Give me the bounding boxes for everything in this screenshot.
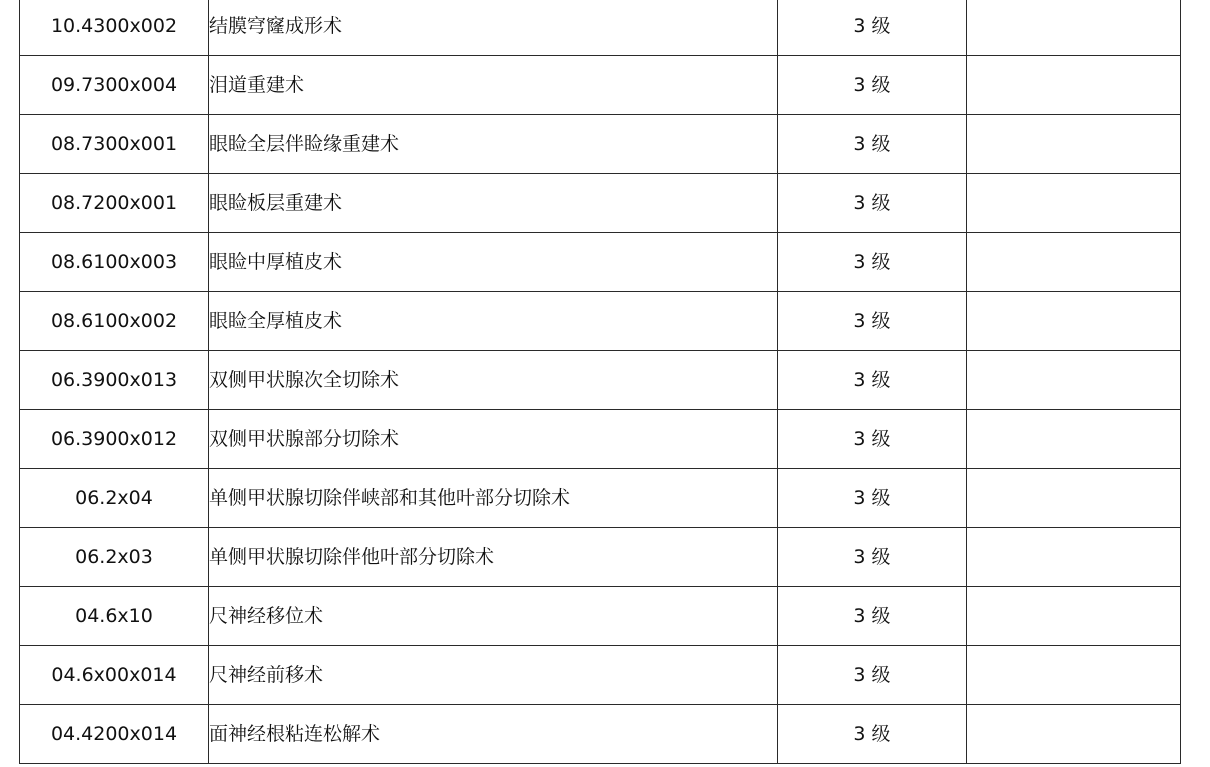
procedure-note <box>967 705 1181 764</box>
procedure-level: 3 级 <box>778 646 967 705</box>
table-row <box>20 351 1181 410</box>
procedure-code: 08.7300x001 <box>20 115 209 174</box>
procedure-note <box>967 410 1181 469</box>
procedure-code: 10.4300x002 <box>20 0 209 56</box>
procedure-code: 06.3900x013 <box>20 351 209 410</box>
procedure-table <box>19 0 1181 764</box>
procedure-note <box>967 646 1181 705</box>
procedure-code: 06.3900x012 <box>20 410 209 469</box>
procedure-name: 眼睑全层伴睑缘重建术 <box>209 115 778 174</box>
procedure-level: 3 级 <box>778 528 967 587</box>
procedure-name: 泪道重建术 <box>209 56 778 115</box>
procedure-name: 双侧甲状腺次全切除术 <box>209 351 778 410</box>
procedure-level: 3 级 <box>778 0 967 56</box>
table-row <box>20 469 1181 528</box>
procedure-level: 3 级 <box>778 410 967 469</box>
procedure-code: 04.4200x014 <box>20 705 209 764</box>
procedure-note <box>967 233 1181 292</box>
procedure-level: 3 级 <box>778 705 967 764</box>
procedure-level: 3 级 <box>778 233 967 292</box>
procedure-note <box>967 174 1181 233</box>
procedure-level: 3 级 <box>778 174 967 233</box>
table-row <box>20 587 1181 646</box>
procedure-note <box>967 351 1181 410</box>
procedure-level: 3 级 <box>778 469 967 528</box>
procedure-level: 3 级 <box>778 292 967 351</box>
procedure-level: 3 级 <box>778 351 967 410</box>
procedure-note <box>967 469 1181 528</box>
procedure-code: 04.6x00x014 <box>20 646 209 705</box>
table-row <box>20 56 1181 115</box>
procedure-name: 尺神经移位术 <box>209 587 778 646</box>
procedure-code: 08.6100x002 <box>20 292 209 351</box>
procedure-name: 结膜穹窿成形术 <box>209 0 778 56</box>
procedure-code: 04.6x10 <box>20 587 209 646</box>
procedure-name: 眼睑中厚植皮术 <box>209 233 778 292</box>
procedure-note <box>967 528 1181 587</box>
procedure-code: 08.7200x001 <box>20 174 209 233</box>
procedure-name: 单侧甲状腺切除伴峡部和其他叶部分切除术 <box>209 469 778 528</box>
table-row <box>20 705 1181 764</box>
procedure-code: 08.6100x003 <box>20 233 209 292</box>
procedure-level: 3 级 <box>778 115 967 174</box>
procedure-note <box>967 587 1181 646</box>
table-row <box>20 646 1181 705</box>
table-row <box>20 292 1181 351</box>
procedure-note <box>967 115 1181 174</box>
procedure-name: 眼睑板层重建术 <box>209 174 778 233</box>
procedure-name: 双侧甲状腺部分切除术 <box>209 410 778 469</box>
procedure-code: 06.2x03 <box>20 528 209 587</box>
procedure-note <box>967 0 1181 56</box>
table-row <box>20 115 1181 174</box>
procedure-note <box>967 56 1181 115</box>
procedure-note <box>967 292 1181 351</box>
table-row <box>20 528 1181 587</box>
procedure-name: 眼睑全厚植皮术 <box>209 292 778 351</box>
procedure-name: 面神经根粘连松解术 <box>209 705 778 764</box>
procedure-name: 单侧甲状腺切除伴他叶部分切除术 <box>209 528 778 587</box>
procedure-level: 3 级 <box>778 587 967 646</box>
procedure-name: 尺神经前移术 <box>209 646 778 705</box>
procedure-level: 3 级 <box>778 56 967 115</box>
table-row <box>20 174 1181 233</box>
table-row <box>20 0 1181 56</box>
table-row <box>20 410 1181 469</box>
procedure-code: 09.7300x004 <box>20 56 209 115</box>
procedure-code: 06.2x04 <box>20 469 209 528</box>
table-row <box>20 233 1181 292</box>
